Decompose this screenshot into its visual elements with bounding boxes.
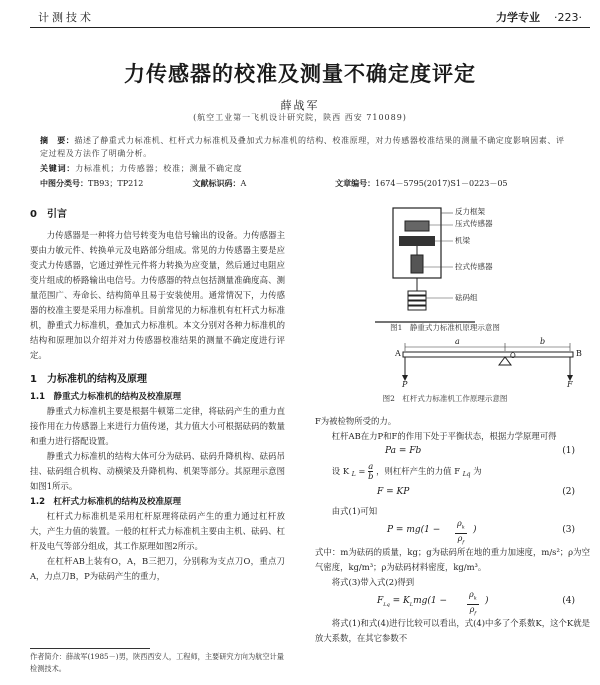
figure2-caption: 图2 杠杆式力标准机工作原理示意图 — [382, 394, 508, 403]
affiliation: (航空工业第一飞机设计研究院，陕西 西安 710089) — [193, 113, 407, 122]
left-column — [30, 205, 285, 584]
figure1-label-frame: 反力框架 — [455, 207, 485, 216]
right-para2: 杠杆AB在力P和F的作用下处于平衡状态，根据力学原理可得 — [331, 431, 557, 441]
abstract-text: 描述了静重式力标准机、杠杆式力标准机及叠加式力标准机的结构、校准原理，对力传感器校准结果的测量不确定度影响因素、评定过程及方法作了明确分析。 — [40, 136, 565, 158]
right-para1: F为被检物所受的力。 — [315, 416, 397, 426]
k-def-part3: 为 — [473, 466, 482, 476]
equation-3-number: (3) — [562, 525, 575, 535]
figure2-label-o: O — [510, 352, 516, 360]
equation-2-text: F = KP — [377, 487, 410, 497]
equation-1-text: Pa = Fb — [385, 446, 422, 456]
figure2-label-f: F — [567, 380, 573, 389]
figure2-diagram — [385, 339, 595, 394]
equation-3: P = mg(1 − $\rho_k$ $\rho_f$ ) (3) — [387, 519, 575, 546]
equation-2 — [315, 484, 590, 504]
figure1-caption: 图1 静重式力标准机原理示意图 — [390, 323, 500, 332]
section-name: 力学专业 — [496, 11, 540, 24]
journal-name: 计测技术 — [38, 11, 94, 24]
section-page — [496, 9, 582, 25]
section1-heading: 1 力标准机的结构及原理 — [30, 374, 147, 385]
keywords — [40, 163, 242, 174]
footnote: 作者简介：薛战军(1985－)男，陕西西安人，工程师，主要研究方向为航空计量检测技术。 — [30, 652, 284, 673]
equation-4: $F_{Lq} = K_Lmg(1$ − $\rho_k$ $\rho_f$ ) (4) — [377, 590, 575, 617]
page-number: ·223· — [554, 11, 582, 24]
id-value: 1674－5795(2017)S1－0223－05 — [375, 179, 508, 188]
keywords-label: 关键词： — [40, 164, 76, 173]
equation-4-number: (4) — [562, 596, 575, 606]
beam — [399, 236, 435, 246]
section11-heading: 1.1 静重式力标准机的结构及校准原理 — [30, 392, 182, 402]
figure2-label-a: a — [455, 337, 460, 346]
figure1-label-weights: 砝码组 — [455, 293, 478, 302]
equation-1 — [315, 444, 590, 462]
k-def-part2: ，则杠杆产生的力值 F — [376, 466, 461, 476]
header-rule — [30, 27, 590, 28]
k-definition: 设 K $_L$ = $\frac{a}{b}$ ，则杠杆产生的力值 F $_{Lq}$ 为 — [331, 461, 482, 481]
clc-value: TB93；TP212 — [88, 179, 144, 188]
id-label: 文章编号： — [335, 179, 376, 188]
figure2-label-p: P — [402, 380, 408, 389]
figure2-label-b: b — [540, 337, 546, 346]
section12-heading: 1.2 杠杆式力标准机的结构及校准原理 — [30, 497, 182, 507]
k-def-part1: 设 K — [331, 466, 350, 476]
doc-label: 文献标识码： — [192, 179, 241, 188]
author: 薛战军 — [280, 99, 320, 112]
figure2-label-b-point: B — [576, 349, 582, 358]
abstract — [40, 134, 570, 160]
tension-sensor — [411, 255, 423, 273]
compression-sensor — [405, 221, 429, 231]
doc-value: A — [240, 179, 247, 188]
classification-line — [40, 178, 580, 189]
clc-label: 中图分类号： — [40, 179, 88, 188]
article-title: 力传感器的校准及测量不确定度评定 — [124, 62, 476, 86]
right-para6: 将式(3)带入式(2)得到 — [331, 577, 415, 587]
intro-heading: 0 引言 — [30, 209, 67, 220]
figure1-label-beam: 机梁 — [455, 236, 470, 245]
right-para5: 式中：m为砝码的质量，kg；g为砝码所在地的重力加速度，m/s²；ρ为空气密度，kg/m³；ρ为砝码材料密度，kg/m³。 — [315, 547, 590, 572]
figure1-label-compression: 压式传感器 — [455, 219, 493, 228]
keywords-text: 力标准机；力传感器；校准；测量不确定度 — [75, 164, 243, 173]
equation-1-number: (1) — [562, 446, 575, 456]
section12-para2: 在杠杆AB上装有O，A，B三把刀，分别称为支点刀O，重点刀A，力点刀B，P为砝码产生的重力， — [30, 556, 285, 581]
section12-para1: 杠杆式力标准机是采用杠杆原理将砝码产生的重力通过杠杆放大，产生力值的装置。一般的杠杆式力标准机主要由主机、砝码、杠杆及电气等部分组成，其工作原理如图2所示。 — [30, 511, 285, 551]
figure2-label-a-point: A — [395, 349, 401, 358]
footnote-rule — [30, 648, 150, 649]
weight-1 — [408, 291, 426, 295]
weight-4 — [408, 306, 426, 310]
figure1-label-tension: 拉式传感器 — [455, 262, 493, 271]
abstract-label: 摘 要： — [40, 136, 75, 145]
right-column — [315, 414, 590, 646]
lever-ab — [403, 352, 573, 357]
section11-para2: 静重式力标准机的结构大体可分为砝码、砝码升降机构、砝码吊挂、砝码组合机构、动横梁及升降机构、机架等部分。其原理示意图如图1所示。 — [30, 451, 285, 491]
equation-2-number: (2) — [562, 487, 575, 497]
intro-paragraph: 力传感器是一种将力信号转变为电信号输出的设备。力传感器主要由力敏元件、转换单元及电路部分组成。常见的力传感器主要是应变式力传感器，它通过弹性元件将力转换为应变量，然后通过电阻应变片组成的桥路输出电信号。力传感器的特点包括测量准确度高、测量范围广、寿命长、结构简单且易于安装使用。通常情况下，力传感器的校准主要是采用力标准机。目前常见的力标准机有杠杆式力标准机，静重式力标准机，叠加式力标准机。本文分别对各种力标准机的结构和原理加以介绍并对力传感器校准结果的测量不确定度进行评定。 — [30, 230, 285, 360]
weight-2 — [408, 296, 426, 300]
right-para7: 将式(1)和式(4)进行比较可以看出，式(4)中多了个系数K，这个K就是放大系数，在其它参数不 — [315, 618, 590, 643]
right-para4: 由式(1)可知 — [331, 506, 378, 516]
weight-3 — [408, 301, 426, 305]
section11-para1: 静重式力标准机主要是根据牛顿第二定律，将砝码产生的重力直接作用在力传感器上来进行力值传递，其力值大小可根据砝码的数量和重力进行搭配设置。 — [30, 406, 285, 446]
